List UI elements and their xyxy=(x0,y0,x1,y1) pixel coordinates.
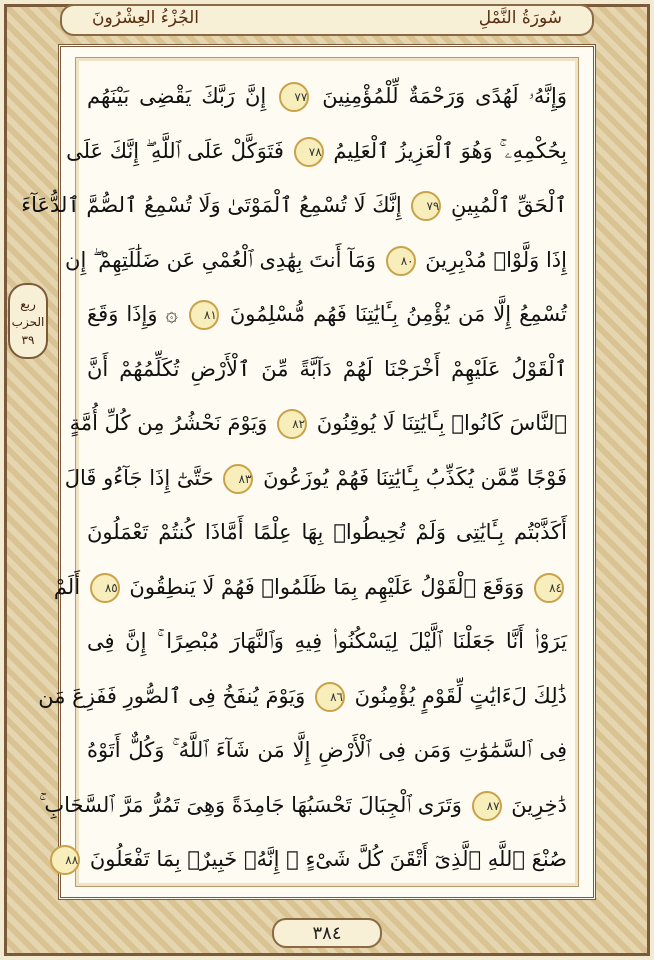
verse-text: بِحُكْمِهِۦ ۚ وَهُوَ ٱلْعَزِيزُ ٱلْعَلِيمُ xyxy=(333,138,567,163)
hizb-marker xyxy=(8,283,48,359)
text-line xyxy=(87,69,567,124)
surah-name: سُورَةُ النَّمْلِ xyxy=(478,8,562,28)
ayah-number-marker: ٨٦ xyxy=(315,682,345,712)
text-line xyxy=(87,287,567,342)
text-line xyxy=(87,505,567,560)
verse-text: حَتَّىٰٓ إِذَا جَآءُو قَالَ xyxy=(64,465,214,490)
verse-text: إِذَا وَلَّوْا۟ مُدْبِرِينَ xyxy=(425,247,567,272)
text-line xyxy=(66,124,567,179)
hizb-label-quarter: ربع xyxy=(20,297,36,311)
text-line xyxy=(87,342,567,397)
verse-text: فِى ٱلسَّمَٰوَٰتِ وَمَن فِى ٱلْأَرْضِ إِلَّا مَن شَآءَ ٱللَّهُ ۚ وَكُلٌّ أَتَوْهُ xyxy=(87,738,567,762)
ayah-number-marker: ٨٧ xyxy=(472,791,502,821)
verse-text: فَتَوَكَّلْ عَلَى ٱللَّهِ ۖ إِنَّكَ عَلَى xyxy=(66,138,284,163)
ayah-number-marker: ٨٥ xyxy=(90,573,120,603)
text-line xyxy=(65,832,567,887)
text-line xyxy=(64,451,567,506)
verse-text: ٱلْقَوْلُ عَلَيْهِمْ أَخْرَجْنَا لَهُمْ دَآبَّةً مِّنَ ٱلْأَرْضِ تُكَلِّمُهُمْ أَنَّ xyxy=(87,356,567,381)
ayah-number-marker: ٨١ xyxy=(189,300,219,330)
text-line xyxy=(38,669,567,724)
text-line xyxy=(87,723,567,778)
hizb-number: ٣٩ xyxy=(21,333,35,347)
page-header xyxy=(60,4,594,36)
ayah-number-marker: ٨٤ xyxy=(534,573,564,603)
ayah-number-marker: ٨٨ xyxy=(50,845,80,875)
verse-text: وَإِنَّهُۥ لَهُدًى وَرَحْمَةٌ لِّلْمُؤْمِنِينَ xyxy=(322,84,568,108)
verse-text: ٱلنَّاسَ كَانُوا۟ بِـَٔايَٰتِنَا لَا يُوقِنُونَ xyxy=(316,411,567,435)
verse-text: ذَٰلِكَ لَءَايَٰتٍ لِّقَوْمٍ يُؤْمِنُونَ xyxy=(354,683,567,708)
text-line xyxy=(53,560,567,615)
juz-name: الجُزْءُ العِشْرُونَ xyxy=(92,8,199,28)
verse-text: وَيَوْمَ نَحْشُرُ مِن كُلِّ أُمَّةٍ xyxy=(69,411,268,435)
text-line xyxy=(87,614,567,669)
ayah-number-marker: ٨٣ xyxy=(223,464,253,494)
verse-text: وَمَآ أَنتَ بِهَٰدِى ٱلْعُمْىِ عَن ضَلَٰلَتِهِمْ ۖ إِن xyxy=(65,247,376,272)
verse-text: ۞ وَإِذَا وَقَعَ xyxy=(87,302,178,326)
ayah-number-marker: ٨٢ xyxy=(277,409,307,439)
ayah-number-marker: ٧٧ xyxy=(279,82,309,112)
ayah-number-marker: ٨٠ xyxy=(386,246,416,276)
verse-text: أَكَذَّبْتُم بِـَٔايَٰتِى وَلَمْ تُحِيطُوا۟ بِهَا عِلْمًا أَمَّاذَا كُنتُمْ تَعْمَلُونَ xyxy=(87,520,567,544)
text-line xyxy=(21,178,567,233)
verse-text: إِنَّكَ لَا تُسْمِعُ ٱلْمَوْتَىٰ وَلَا تُسْمِعُ ٱلصُّمَّ ٱلدُّعَآءَ xyxy=(21,193,402,217)
verse-text: صُنْعَ ٱللَّهِ ٱلَّذِىٓ أَتْقَنَ كُلَّ شَىْءٍ ۚ إِنَّهُۥ خَبِيرٌۢ بِمَا تَفْعَلُونَ xyxy=(89,847,567,871)
hizb-label: الحزب xyxy=(11,315,45,329)
ayah-number-marker: ٧٨ xyxy=(294,137,324,167)
verse-text: أَلَمْ xyxy=(53,574,81,599)
text-line xyxy=(65,233,567,288)
ayah-number-marker: ٧٩ xyxy=(411,191,441,221)
text-line xyxy=(69,396,567,451)
verse-text: وَيَوْمَ يُنفَخُ فِى ٱلصُّورِ فَفَزِعَ مَن xyxy=(38,683,306,708)
verse-text: تُسْمِعُ إِلَّا مَن يُؤْمِنُ بِـَٔايَٰتِنَا فَهُم مُّسْلِمُونَ xyxy=(229,302,567,326)
verse-text: وَتَرَى ٱلْجِبَالَ تَحْسَبُهَا جَامِدَةً وَهِىَ تَمُرُّ مَرَّ ٱلسَّحَابِ ۚ xyxy=(39,792,462,817)
text-line xyxy=(39,778,567,833)
verse-text: وَوَقَعَ ٱلْقَوْلُ عَلَيْهِم بِمَا ظَلَمُوا۟ فَهُمْ لَا يَنطِقُونَ xyxy=(129,574,525,599)
verse-text: فَوْجًا مِّمَّن يُكَذِّبُ بِـَٔايَٰتِنَا فَهُمْ يُوزَعُونَ xyxy=(263,465,567,490)
verse-text: يَرَوْا۟ أَنَّا جَعَلْنَا ٱلَّيْلَ لِيَسْكُنُوا۟ فِيهِ وَٱلنَّهَارَ مُبْصِرًا ۚ إِنَّ فِى xyxy=(87,629,567,653)
verse-text: إِنَّ رَبَّكَ يَقْضِى بَيْنَهُم xyxy=(87,84,267,108)
verse-text: ٱلْحَقِّ ٱلْمُبِينِ xyxy=(451,193,567,217)
page-number: ٣٨٤ xyxy=(272,918,382,948)
verse-text: دَٰخِرِينَ xyxy=(511,792,567,817)
